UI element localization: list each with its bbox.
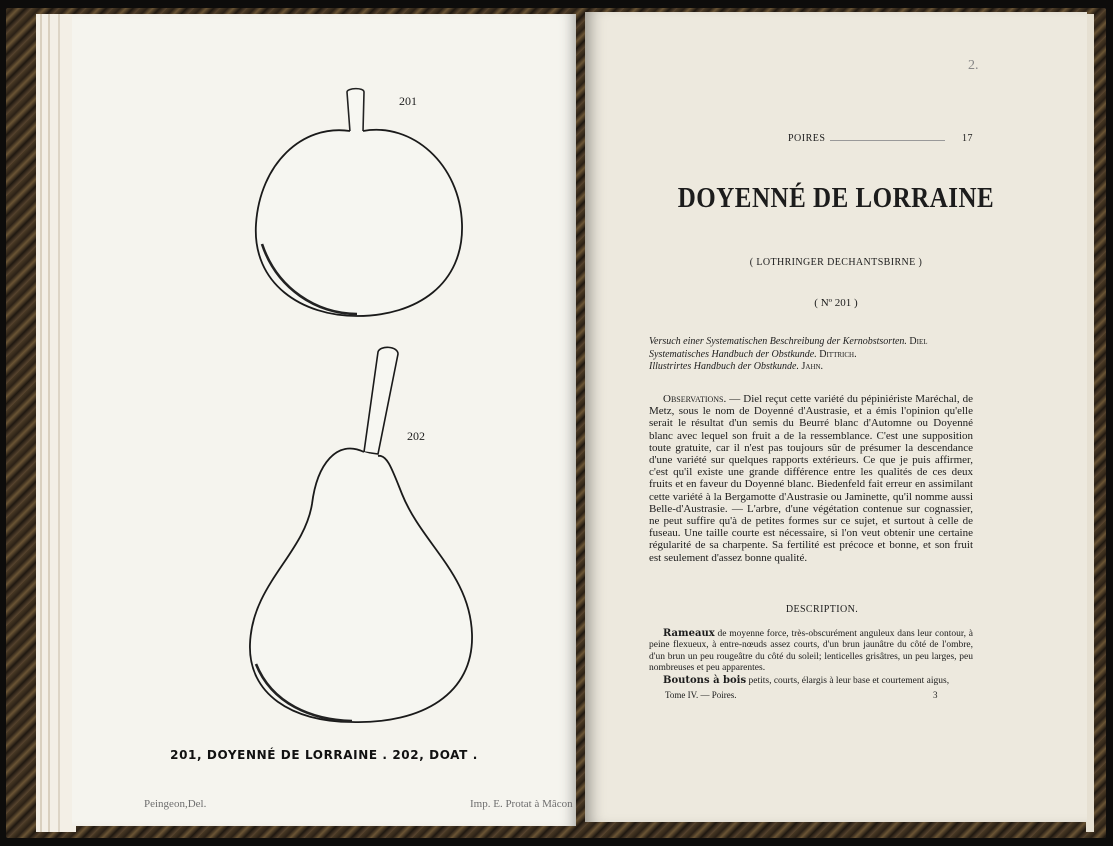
rameaux-paragraph: Rameaux de moyenne force, très-obscurément anguleux dans leur contour, à peine flexueux, à entre-nœuds assez courts, d'un brun jaunâtre du côté de l'ombre, d'un brun un peu rougeâtre du côté du soleil; lenticelles grisâtres, un peu larges, peu nombreuses et peu apparentes. — [649, 628, 973, 674]
page-edges-left — [36, 14, 76, 832]
reference-item: Versuch einer Systematischen Beschreibung der Kernobstsorten. Diel — [649, 336, 928, 347]
reference-item: Systematisches Handbuch der Obstkunde. Dittrich. — [649, 348, 857, 360]
page-edge-line — [48, 14, 50, 832]
pear-201-illustration — [242, 84, 472, 324]
pencil-mark: 2. — [968, 58, 979, 73]
footer-sheet-number: 3 — [933, 690, 938, 700]
figure-number-201: 201 — [399, 94, 417, 108]
running-head-rule — [830, 140, 945, 141]
plate-caption: 201, DOYENNÉ DE LORRAINE . 202, DOAT . — [170, 748, 478, 762]
description-paragraph — [649, 628, 973, 687]
variety-number: ( Nº 201 ) — [814, 297, 858, 309]
page-edge-line — [40, 14, 42, 832]
page-number: 17 — [962, 133, 973, 144]
page-title: DOYENNÉ DE LORRAINE — [677, 182, 995, 214]
reference-item: Illustrirtes Handbuch der Obstkunde. Jahn. — [649, 361, 824, 372]
running-head: POIRES — [788, 133, 826, 144]
references — [649, 336, 989, 374]
description-heading: DESCRIPTION. — [785, 604, 859, 615]
illustrator-credit: Peingeon,Del. — [144, 798, 207, 810]
boutons-paragraph: Boutons à bois petits, courts, élargis à leur base et courtement aigus, — [663, 674, 950, 686]
pear-202-illustration — [242, 344, 482, 729]
text-page — [585, 12, 1087, 822]
plate-page — [72, 14, 576, 826]
page-edge-line — [58, 14, 60, 832]
printer-credit: Imp. E. Protat à Mâcon — [470, 798, 573, 810]
figure-number-202: 202 — [407, 429, 425, 443]
german-name: ( LOTHRINGER DECHANTSBIRNE ) — [749, 257, 923, 268]
page-edges-right — [1086, 14, 1094, 832]
observations-paragraph — [649, 393, 973, 564]
footer-signature: Tome IV. — Poires. — [665, 690, 737, 700]
observations-text: — Diel reçut cette variété du pépiniériste Maréchal, de Metz, sous le nom de Doyenné d'Austrasie, et a émis l'opinion qu'elle serait le résultat d'un semis du Beurré blanc d'Automne ou Doyenné blanc avec lequel son fruit a de la ressemblance. C'est une supposition toute gratuite, car il n'est pas toujours sûr de présumer la descendance d'une variété sur quelques rapports extérieurs. Ce que je puis affirmer, c'est qu'il existe une grande différence entre les qualités de ces deux fruits et en faveur du Doyenné blanc. Biedenfeld fait erreur en assimilant cette variété à la Bergamotte d'Austrasie ou Jaminette, qu'il nomme aussi Belle-d'Austrasie. — L'arbre, d'une végétation contenue sur cognassier, ne peut suffire qu'à de petites formes sur ce sujet, et surtout à celle de fuseau. Une taille courte est nécessaire, si l'on veut obtenir une certaine régularité de sa charpente. Sa fertilité est précoce et bonne, et son fruit est seulement d'assez bonne qualité. — [649, 393, 973, 564]
observations-label: Observations. — [663, 393, 727, 405]
